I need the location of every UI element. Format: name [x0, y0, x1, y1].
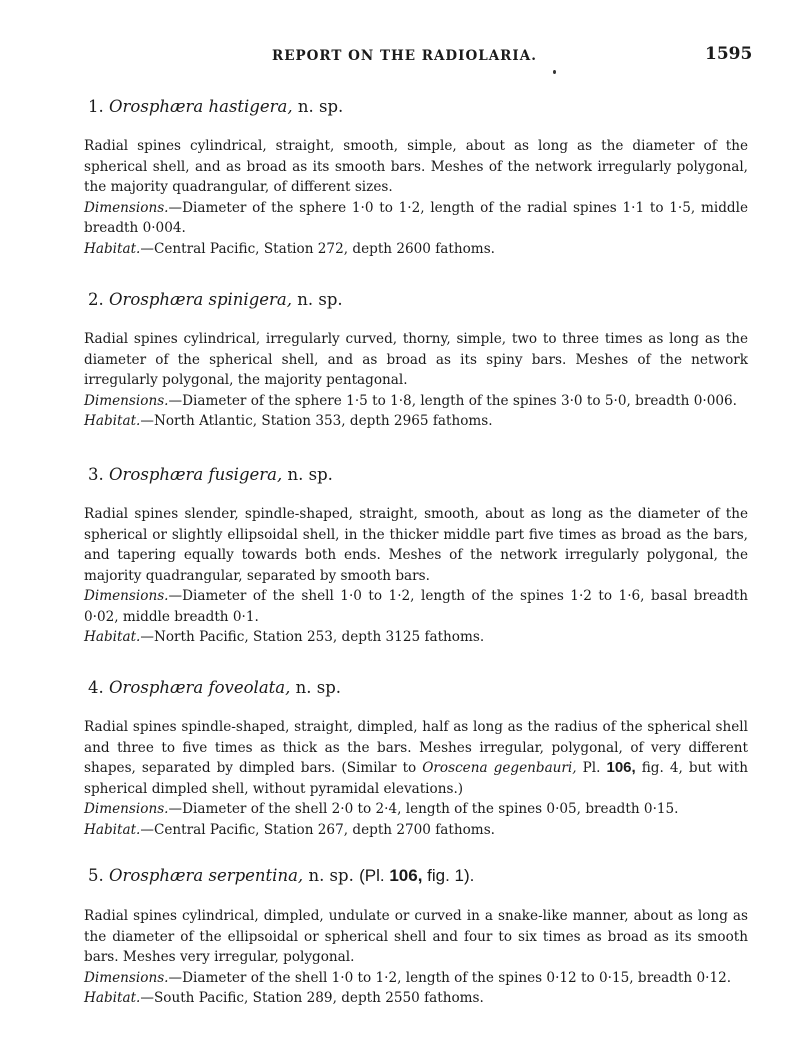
species-status: n. sp. [297, 97, 344, 116]
running-head: REPORT ON THE RADIOLARIA. [272, 48, 537, 64]
dimensions-text: —Diameter of the shell 1·0 to 1·2, length of the spines 1·2 to 1·6, basal breadth 0·02, middle breadth 0·1. [84, 588, 748, 625]
description-plate-number: 106, [606, 759, 636, 776]
species-description [84, 717, 748, 799]
page-number: 1595 [705, 44, 753, 64]
habitat-text: —North Atlantic, Station 353, depth 2965 fathoms. [140, 413, 493, 429]
habitat-label: Habitat. [84, 821, 141, 838]
habitat-text: —North Pacific, Station 253, depth 3125 fathoms. [140, 629, 485, 645]
species-status: n. sp. [287, 465, 333, 484]
species-number: 5. [88, 866, 104, 885]
dimensions-text: —Diameter of the shell 2·0 to 2·4, length of the spines 0·05, breadth 0·15. [168, 801, 679, 817]
page-header [0, 44, 800, 68]
species-status: n. sp. [297, 290, 343, 309]
dimensions-label: Dimensions. [84, 199, 169, 216]
species-dimensions [84, 198, 748, 239]
habitat-label: Habitat. [84, 990, 141, 1006]
species-entry-1 [84, 97, 748, 259]
species-description: Radial spines cylindrical, straight, smooth, simple, about as long as the diameter of the spherical shell, and as broad as its smooth bars. Meshes of the network irregularly polygonal, the majority quadrangular, of different sizes. [84, 138, 748, 195]
species-description: Radial spines cylindrical, irregularly curved, thorny, simple, two to three times as long as the diameter of the spherical shell, and as broad as its spiny bars. Meshes of the network irregularly polygonal, the majority pentagonal. [84, 331, 748, 388]
species-name: Orosphæra serpentina, [109, 866, 304, 885]
plate-ref-number: 106, [389, 866, 423, 885]
plate-reference [359, 866, 474, 885]
species-dimensions [84, 968, 748, 989]
habitat-text: —Central Pacific, Station 267, depth 2700 fathoms. [140, 821, 495, 838]
species-entry-4 [84, 678, 748, 840]
dimensions-text: —Diameter of the sphere 1·0 to 1·2, length of the radial spines 1·1 to 1·5, middle breadth 0·004. [84, 199, 748, 236]
species-status: n. sp. [295, 678, 342, 697]
species-title [88, 290, 748, 309]
species-title [88, 866, 748, 886]
habitat-label: Habitat. [84, 413, 141, 429]
print-speck [553, 70, 556, 74]
species-description: Radial spines cylindrical, dimpled, undulate or curved in a snake-like manner, about as long as the diameter of the ellipsoidal or spherical shell and four to six times as broad as its smooth bars. Meshes very irregular, polygonal. [84, 908, 748, 965]
description-part-a: Radial spines spindle-shaped, straight, dimpled, half as long as the radius of the spherical shell and three to five times as thick as the bars. Meshes irregular, polygonal, of very different shapes, separated by dimpled bars. (Similar to [84, 719, 748, 776]
dimensions-label: Dimensions. [84, 392, 169, 409]
species-habitat [84, 988, 748, 1009]
dimensions-label: Dimensions. [84, 969, 169, 986]
habitat-text: —Central Pacific, Station 272, depth 2600 fathoms. [140, 240, 495, 257]
species-number: 1. [88, 97, 104, 116]
species-number: 4. [88, 678, 104, 697]
species-description: Radial spines slender, spindle-shaped, straight, smooth, about as long as the diameter of the spherical or slightly ellipsoidal shell, in the thicker middle part five times as broad as the bars, and tapering equally towards both ends. Meshes of the network irregularly polygonal, the majority quadrangular, separated by smooth bars. [84, 506, 748, 584]
species-habitat [84, 411, 748, 432]
dimensions-text: —Diameter of the sphere 1·5 to 1·8, length of the spines 3·0 to 5·0, breadth 0·006. [168, 392, 737, 409]
habitat-text: —South Pacific, Station 289, depth 2550 fathoms. [140, 990, 484, 1006]
species-title [88, 97, 748, 116]
description-plate: Pl. [582, 760, 607, 776]
habitat-label: Habitat. [84, 240, 141, 257]
species-dimensions [84, 799, 748, 820]
habitat-label: Habitat. [84, 629, 141, 645]
species-name: Orosphæra hastigera, [109, 97, 293, 116]
species-entry-5 [84, 866, 748, 1009]
species-name: Orosphæra fusigera, [109, 465, 283, 484]
dimensions-label: Dimensions. [84, 801, 169, 817]
species-dimensions [84, 586, 748, 627]
species-habitat [84, 820, 748, 841]
species-habitat [84, 239, 748, 260]
species-title [88, 465, 748, 484]
species-habitat [84, 627, 748, 648]
plate-ref-open: (Pl. [359, 866, 390, 885]
dimensions-text: —Diameter of the shell 1·0 to 1·2, length of the spines 0·12 to 0·15, breadth 0·12. [168, 969, 732, 986]
description-italic-ref: Oroscena gegenbauri, [422, 760, 577, 776]
plate-ref-close: fig. 1). [422, 866, 475, 885]
description-part-b: fig. 4, but with spherical dimpled shell, without pyramidal elevations.) [84, 760, 748, 797]
species-dimensions [84, 391, 748, 412]
species-entry-3 [84, 465, 748, 648]
species-name: Orosphæra foveolata, [109, 678, 291, 697]
species-entry-2 [84, 290, 748, 432]
species-status: n. sp. [308, 866, 354, 885]
species-number: 3. [88, 465, 104, 484]
species-title [88, 678, 748, 697]
dimensions-label: Dimensions. [84, 588, 169, 604]
species-number: 2. [88, 290, 104, 309]
species-name: Orosphæra spinigera, [109, 290, 292, 309]
